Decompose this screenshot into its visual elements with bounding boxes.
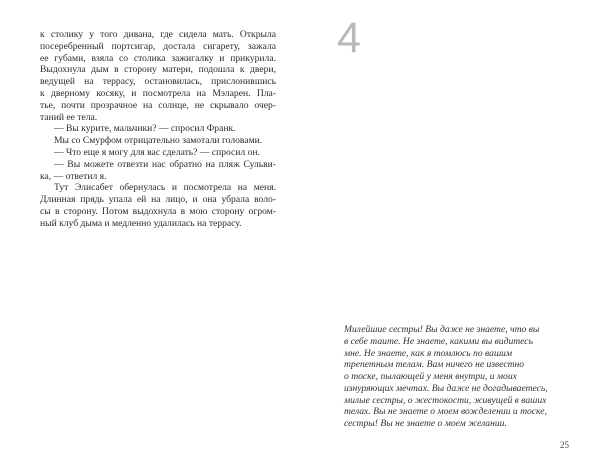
text-line: Длинная прядь упала ей на лицо, и она убрала воло- [40,194,276,206]
text-line: Выдохнула дым в сторону матери, подошла к двери, [40,64,276,76]
epigraph-line: изнуряющих мечтах. Вы даже не догадываетесь, [344,382,548,394]
text-line: тье, почти прозрачное на солнце, не скрывало очер- [40,99,276,111]
chapter-number: 4 [337,14,361,62]
text-line: ведущей на террасу, остановилась, прислонившись [40,76,276,88]
epigraph-line: сестры! Вы не знаете о моем желании. [344,418,507,429]
text-line: ный клуб дыма и медленно удалилась на террасу. [40,217,242,229]
text-line: ка, — ответил я. [40,170,107,182]
text-line: — Вы курите, мальчики? — спросил Франк. [54,123,236,135]
text-line: посеребренный портсигар, достала сигарету, зажала [40,40,276,52]
text-line: сы в сторону. Потом выдохнула в мою сторону огром- [40,205,276,217]
epigraph-line: Милейшие сестры! Вы даже не знаете, что вы [344,324,540,335]
epigraph-line: милые сестры, о жестокости, живущей в ваших [344,394,547,406]
page-number: 25 [560,440,569,450]
text-line: — Что еще я могу для вас сделать? — спросил он. [54,146,260,158]
epigraph-line: о тоске, пылающей у меня внутри, и моих [344,371,517,382]
epigraph-line: в себе таите. Не знаете, какими вы видитесь [344,335,533,347]
epigraph-line: трепетным телам. Вам ничего не известно [344,359,525,371]
epigraph [344,324,559,430]
text-line: Мы со Смурфом отрицательно замотали головами. [54,135,263,147]
text-line: Тут Элисабет обернулась и посмотрела на меня. [54,182,276,194]
epigraph-line: телах. Вы не знаете о моем вожделении и тоске, [344,406,547,418]
left-page-text [40,29,276,230]
text-line: к дверному косяку, и посмотрела на Мэларен. Пла- [40,87,276,99]
text-line: таний ее тела. [40,111,98,123]
text-line: к столику у того дивана, где сидела мать. Открыла [40,29,276,40]
text-line: — Вы можете отвезти нас обратно на пляж Сульви- [54,158,276,170]
epigraph-line: мне. Не знаете, как я томлюсь по вашим [344,347,513,359]
text-line: ее губами, взяла со столика зажигалку и прикурила. [40,52,276,64]
